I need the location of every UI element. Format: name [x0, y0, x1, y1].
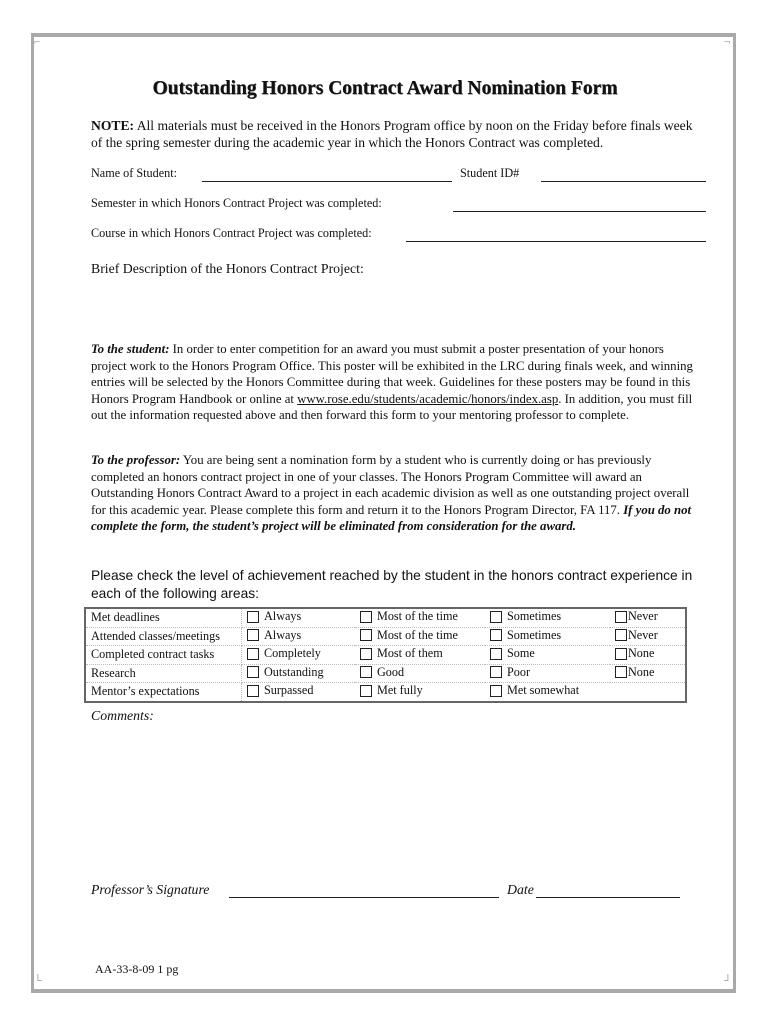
rating-option-label: None — [628, 646, 655, 660]
rating-option-label: Most of the time — [377, 627, 458, 642]
corner-mark-bottom-right: ┘ — [724, 975, 732, 987]
semester-field[interactable] — [453, 211, 706, 212]
student-instructions-text: In order to enter competition for an award you must submit a poster presentation of your honors project work to the Honors Program Office. This poster will be exhibited in the LRC during finals week, and winning entries will be selected by the Honors Committee during that week. Guidelines for these posters may be found in this Honors Program Handbook or online at — [91, 342, 693, 406]
corner-mark-top-left: ⌐ — [34, 36, 41, 48]
rating-option-label: Sometimes — [507, 627, 562, 642]
rating-option[interactable] — [490, 665, 530, 680]
checkbox[interactable] — [490, 666, 502, 678]
comments-area[interactable] — [91, 730, 706, 870]
rating-option[interactable] — [247, 665, 324, 680]
checkbox[interactable] — [490, 648, 502, 660]
note-label: NOTE: — [91, 118, 135, 133]
comments-label: Comments: — [91, 708, 154, 723]
honors-handbook-link[interactable]: www.rose.edu/students/academic/honors/index.asp — [297, 391, 559, 406]
corner-mark-top-right: ¬ — [724, 36, 731, 48]
rating-option[interactable] — [490, 683, 579, 698]
checkbox[interactable] — [360, 666, 372, 678]
rating-option-label: Surpassed — [264, 683, 314, 697]
rating-option[interactable] — [360, 628, 458, 643]
student-instructions-lead: To the student: — [91, 342, 170, 356]
rating-option-label: Never — [628, 627, 658, 642]
rating-option-label: Poor — [507, 664, 531, 679]
checkbox[interactable] — [615, 648, 627, 660]
table-row — [85, 683, 686, 702]
checkbox[interactable] — [360, 611, 372, 623]
achievement-table — [84, 607, 687, 703]
rating-option-label: Most of them — [377, 646, 443, 660]
form-title: Outstanding Honors Contract Award Nomination Form — [152, 78, 618, 99]
rating-option[interactable] — [247, 646, 321, 661]
student-id-label: Student ID# — [460, 166, 520, 180]
student-instructions — [91, 341, 701, 424]
checkbox[interactable] — [247, 611, 259, 623]
checkbox[interactable] — [360, 685, 372, 697]
table-row — [85, 608, 686, 627]
signature-field[interactable] — [229, 897, 499, 898]
row-category: Research — [85, 664, 242, 683]
rating-option[interactable] — [615, 609, 658, 624]
row-category: Met deadlines — [85, 608, 242, 627]
student-name-field[interactable] — [202, 181, 452, 182]
rating-option[interactable] — [490, 646, 535, 661]
date-field[interactable] — [536, 897, 680, 898]
rating-option[interactable] — [490, 628, 561, 643]
note-text: All materials must be received in the Honors Program office by noon on the Friday before finals week of the spring semester during the academic year in which the Honors Contract was completed. — [91, 118, 693, 150]
rating-option[interactable] — [360, 683, 423, 698]
corner-mark-bottom-left: └ — [34, 975, 42, 987]
checkbox[interactable] — [490, 629, 502, 641]
achievement-instructions: Please check the level of achievement reached by the student in the honors contract experience in each of the following areas: — [91, 568, 693, 601]
rating-option-label: Met fully — [377, 683, 423, 697]
rating-option-label: Sometimes — [507, 609, 562, 623]
rating-option[interactable] — [360, 646, 443, 661]
empty-cell — [610, 683, 686, 702]
rating-option[interactable] — [615, 628, 658, 643]
checkbox[interactable] — [490, 611, 502, 623]
rating-option-label: Always — [264, 627, 302, 642]
row-category: Attended classes/meetings — [85, 627, 242, 646]
rating-option-label: Some — [507, 646, 535, 660]
professor-instructions-lead: To the professor: — [91, 453, 181, 467]
course-label: Course in which Honors Contract Project was completed: — [91, 226, 372, 240]
rating-option[interactable] — [615, 665, 654, 680]
table-row — [85, 627, 686, 646]
rating-option-label: None — [628, 664, 655, 679]
student-name-label: Name of Student: — [91, 166, 177, 180]
rating-option[interactable] — [490, 609, 561, 624]
checkbox[interactable] — [615, 666, 627, 678]
table-row — [85, 664, 686, 683]
rating-option-label: Most of the time — [377, 609, 458, 623]
table-row — [85, 646, 686, 665]
row-category: Completed contract tasks — [85, 646, 242, 665]
checkbox[interactable] — [247, 648, 259, 660]
course-field[interactable] — [406, 241, 706, 242]
checkbox[interactable] — [360, 648, 372, 660]
checkbox[interactable] — [615, 611, 627, 623]
rating-option[interactable] — [247, 609, 301, 624]
professor-instructions — [91, 452, 701, 535]
submission-note — [91, 117, 701, 151]
date-label: Date — [507, 882, 534, 897]
rating-option[interactable] — [615, 646, 654, 661]
rating-option[interactable] — [247, 683, 313, 698]
rating-option[interactable] — [360, 665, 404, 680]
checkbox[interactable] — [490, 685, 502, 697]
rating-option-label: Outstanding — [264, 664, 324, 679]
description-label: Brief Description of the Honors Contract Project: — [91, 261, 364, 276]
checkbox[interactable] — [247, 685, 259, 697]
professor-warning: If you do not complete the form, the student’s project will be eliminated from consideration for the award. — [91, 502, 692, 533]
rating-option-label: Never — [628, 609, 658, 623]
rating-option[interactable] — [360, 609, 458, 624]
student-id-field[interactable] — [541, 181, 706, 182]
student-instructions-text-end: . In addition, you must fill out the information requested above and then forward this form to your mentoring professor to complete. — [91, 391, 693, 422]
checkbox[interactable] — [615, 629, 627, 641]
description-area[interactable] — [91, 282, 706, 337]
checkbox[interactable] — [247, 666, 259, 678]
rating-option-label: Met somewhat — [507, 683, 580, 697]
form-code: AA-33-8-09 1 pg — [95, 962, 179, 976]
professor-instructions-text: You are being sent a nomination form by a student who is currently doing or has previously completed an honors contract project in one of your classes. The Honors Program Committee will award an Outstanding Honors Contract Award to a project in each academic division as well as one outstanding project overall for this academic year. Please complete this form and return it to the Honors Program Director, FA 117. — [91, 453, 690, 517]
row-category: Mentor’s expectations — [85, 683, 242, 702]
rating-option-label: Good — [377, 664, 405, 679]
rating-option-label: Completely — [264, 646, 321, 660]
signature-label: Professor’s Signature — [91, 882, 210, 897]
checkbox[interactable] — [360, 629, 372, 641]
rating-option-label: Always — [264, 609, 302, 623]
checkbox[interactable] — [247, 629, 259, 641]
rating-option[interactable] — [247, 628, 301, 643]
semester-label: Semester in which Honors Contract Project was completed: — [91, 196, 382, 210]
